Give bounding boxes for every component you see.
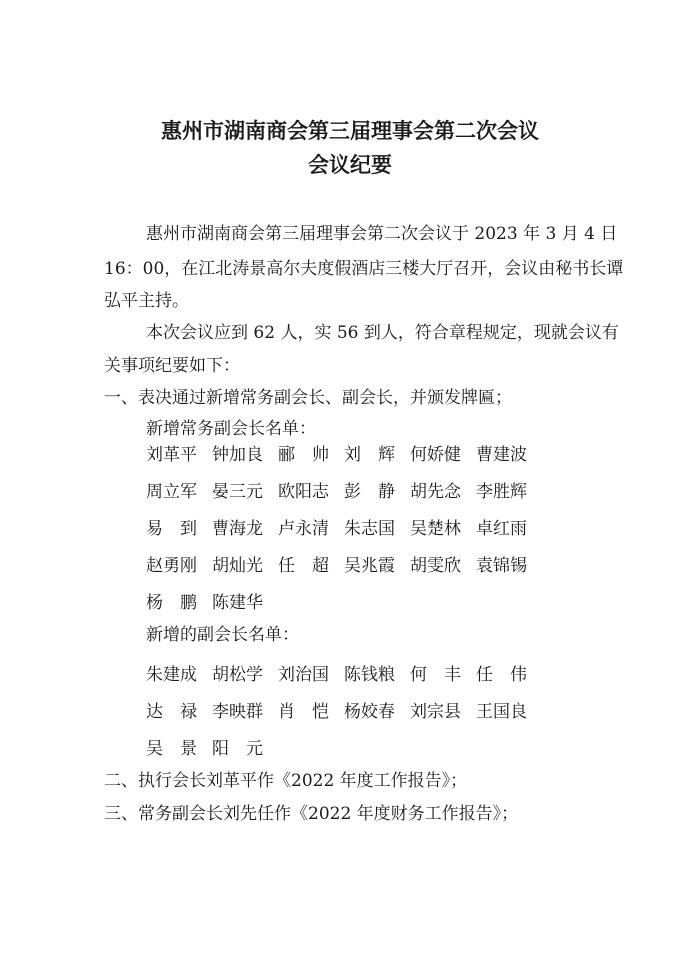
attendance-line-1: 本次会议应到 62 人，实 56 到人，符合章程规定，现就会议有 (146, 323, 619, 343)
member-name: 袁锦锡 (476, 556, 527, 576)
member-name: 李映群 (212, 702, 263, 722)
executive-vp-row (146, 514, 542, 539)
member-name: 刘革平 (146, 445, 197, 465)
intro-line-2: 16：00，在江北涛景高尔夫度假酒店三楼大厅召开，会议由秘书长谭 (104, 259, 624, 279)
document-subtitle: 会议纪要 (308, 153, 392, 177)
executive-vp-row (146, 588, 278, 613)
member-name: 曹建波 (476, 445, 527, 465)
member-name: 王国良 (476, 702, 527, 722)
member-name: 胡松学 (212, 665, 263, 685)
vp-row (146, 734, 278, 759)
member-name: 胡先念 (410, 482, 461, 502)
member-name: 欧阳志 (278, 482, 329, 502)
member-name: 朱建成 (146, 665, 197, 685)
member-name: 胡灿光 (212, 556, 263, 576)
member-name: 陈钱粮 (344, 665, 395, 685)
member-name: 刘宗县 (410, 702, 461, 722)
executive-vp-row (146, 477, 542, 502)
member-name: 朱志国 (344, 519, 395, 539)
member-name: 卓红雨 (476, 519, 527, 539)
member-name: 任 超 (278, 556, 329, 576)
member-name: 彭 静 (344, 482, 395, 502)
member-name: 胡雯欣 (410, 556, 461, 576)
member-name: 吴楚林 (410, 519, 461, 539)
member-name: 达 禄 (146, 702, 197, 722)
member-name: 刘 辉 (344, 445, 395, 465)
member-name: 刘治国 (278, 665, 329, 685)
member-name: 肖 恺 (278, 702, 329, 722)
attendance-line-2: 关事项纪要如下： (104, 356, 240, 376)
intro-line-3: 弘平主持。 (104, 291, 189, 311)
member-name: 易 到 (146, 519, 197, 539)
member-name: 曹海龙 (212, 519, 263, 539)
agenda-item-3: 三、常务副会长刘先任作《2022 年度财务工作报告》； (104, 804, 519, 824)
vp-heading: 新增的副会长名单： (146, 625, 299, 645)
document-title: 惠州市湖南商会第三届理事会第二次会议 (161, 119, 539, 143)
member-name: 钟加良 (212, 445, 263, 465)
member-name: 杨姣春 (344, 702, 395, 722)
member-name: 周立军 (146, 482, 197, 502)
member-name: 卢永清 (278, 519, 329, 539)
member-name: 吴兆霞 (344, 556, 395, 576)
member-name: 阳 元 (212, 739, 263, 759)
executive-vp-row (146, 440, 542, 465)
member-name: 陈建华 (212, 593, 263, 613)
member-name: 赵勇刚 (146, 556, 197, 576)
member-name: 任 伟 (476, 665, 527, 685)
executive-vp-row (146, 551, 542, 576)
member-name: 晏三元 (212, 482, 263, 502)
member-name: 何 丰 (410, 665, 461, 685)
agenda-item-2: 二、执行会长刘革平作《2022 年度工作报告》； (104, 771, 468, 791)
member-name: 郦 帅 (278, 445, 329, 465)
agenda-item-1: 一、表决通过新增常务副会长、副会长，并颁发牌匾； (104, 388, 512, 408)
executive-vp-heading: 新增常务副会长名单： (146, 419, 316, 439)
vp-row (146, 697, 542, 722)
member-name: 李胜辉 (476, 482, 527, 502)
member-name: 何娇健 (410, 445, 461, 465)
member-name: 杨 鹏 (146, 593, 197, 613)
member-name: 吴 景 (146, 739, 197, 759)
intro-line-1: 惠州市湖南商会第三届理事会第二次会议于 2023 年 3 月 4 日 (146, 224, 618, 244)
vp-row (146, 660, 542, 685)
